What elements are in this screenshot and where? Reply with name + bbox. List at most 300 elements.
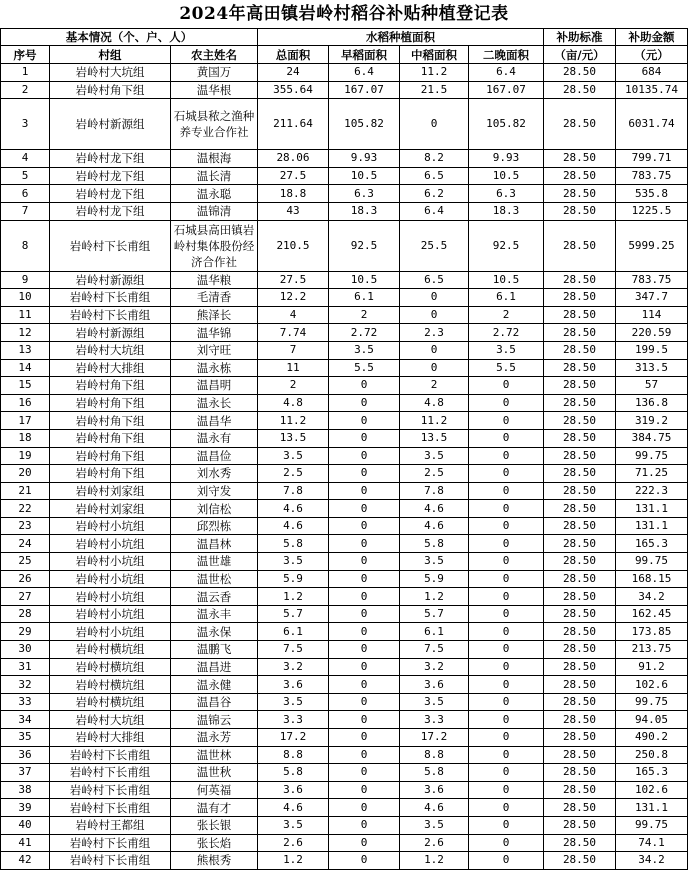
cell-no: 35: [1, 729, 50, 747]
cell-name: 温有才: [171, 799, 258, 817]
cell-group: 岩岭村王都组: [50, 816, 171, 834]
table-row: [1, 429, 688, 447]
cell-group: 岩岭村小坑组: [50, 605, 171, 623]
cell-amount: 783.75: [616, 167, 688, 185]
cell-late: 0: [469, 834, 544, 852]
table-row: [1, 500, 688, 518]
cell-amount: 5999.25: [616, 220, 688, 271]
col-header-group: 村组: [50, 46, 171, 64]
cell-no: 5: [1, 167, 50, 185]
cell-late: 6.3: [469, 185, 544, 203]
cell-early: 0: [329, 693, 400, 711]
cell-group: 岩岭村小坑组: [50, 588, 171, 606]
cell-standard: 28.50: [544, 781, 616, 799]
cell-group: 岩岭村下长甫组: [50, 764, 171, 782]
cell-no: 34: [1, 711, 50, 729]
cell-group: 岩岭村角下组: [50, 394, 171, 412]
cell-total: 4.6: [258, 799, 329, 817]
table-row: [1, 202, 688, 220]
table-row: [1, 852, 688, 870]
cell-total: 3.3: [258, 711, 329, 729]
cell-group: 岩岭村小坑组: [50, 570, 171, 588]
cell-no: 17: [1, 412, 50, 430]
cell-group: 岩岭村横坑组: [50, 676, 171, 694]
cell-group: 岩岭村下长甫组: [50, 746, 171, 764]
cell-group: 岩岭村角下组: [50, 465, 171, 483]
cell-total: 2.5: [258, 465, 329, 483]
cell-standard: 28.50: [544, 167, 616, 185]
cell-standard: 28.50: [544, 605, 616, 623]
cell-mid: 1.2: [400, 852, 469, 870]
cell-early: 10.5: [329, 167, 400, 185]
cell-early: 0: [329, 605, 400, 623]
cell-standard: 28.50: [544, 359, 616, 377]
cell-standard: 28.50: [544, 588, 616, 606]
cell-early: 18.3: [329, 202, 400, 220]
cell-early: 6.3: [329, 185, 400, 203]
col-header-mid: 中稻面积: [400, 46, 469, 64]
cell-standard: 28.50: [544, 185, 616, 203]
table-body: [1, 64, 688, 870]
cell-total: 4.8: [258, 394, 329, 412]
cell-standard: 28.50: [544, 447, 616, 465]
cell-early: 0: [329, 852, 400, 870]
cell-total: 7.8: [258, 482, 329, 500]
cell-early: 0: [329, 535, 400, 553]
cell-standard: 28.50: [544, 517, 616, 535]
cell-no: 22: [1, 500, 50, 518]
cell-total: 3.5: [258, 816, 329, 834]
cell-amount: 173.85: [616, 623, 688, 641]
cell-no: 32: [1, 676, 50, 694]
col-header-total: 总面积: [258, 46, 329, 64]
cell-group: 岩岭村下长甫组: [50, 799, 171, 817]
table-row: [1, 167, 688, 185]
cell-name: 石城县高田镇岩岭村集体股份经济合作社: [171, 220, 258, 271]
cell-standard: 28.50: [544, 799, 616, 817]
cell-mid: 3.6: [400, 676, 469, 694]
cell-group: 岩岭村小坑组: [50, 517, 171, 535]
cell-mid: 2.6: [400, 834, 469, 852]
cell-total: 3.5: [258, 693, 329, 711]
cell-amount: 91.2: [616, 658, 688, 676]
cell-late: 0: [469, 623, 544, 641]
cell-early: 2.72: [329, 324, 400, 342]
table-row: [1, 482, 688, 500]
cell-total: 4: [258, 306, 329, 324]
table-row: [1, 185, 688, 203]
cell-no: 9: [1, 271, 50, 289]
cell-amount: 71.25: [616, 465, 688, 483]
table-row: [1, 150, 688, 168]
cell-amount: 131.1: [616, 517, 688, 535]
col-header-early: 早稻面积: [329, 46, 400, 64]
cell-mid: 3.3: [400, 711, 469, 729]
cell-late: 0: [469, 412, 544, 430]
cell-total: 1.2: [258, 588, 329, 606]
cell-amount: 165.3: [616, 535, 688, 553]
cell-name: 温华根: [171, 81, 258, 99]
cell-mid: 3.2: [400, 658, 469, 676]
table-row: [1, 341, 688, 359]
cell-no: 30: [1, 641, 50, 659]
cell-amount: 199.5: [616, 341, 688, 359]
cell-no: 31: [1, 658, 50, 676]
cell-mid: 3.6: [400, 781, 469, 799]
cell-amount: 313.5: [616, 359, 688, 377]
cell-group: 岩岭村下长甫组: [50, 852, 171, 870]
cell-late: 0: [469, 852, 544, 870]
cell-standard: 28.50: [544, 341, 616, 359]
cell-name: 熊泽长: [171, 306, 258, 324]
cell-late: 2: [469, 306, 544, 324]
cell-mid: 1.2: [400, 588, 469, 606]
cell-early: 0: [329, 676, 400, 694]
table-row: [1, 535, 688, 553]
cell-group: 岩岭村大排组: [50, 729, 171, 747]
cell-group: 岩岭村新源组: [50, 271, 171, 289]
cell-total: 7.5: [258, 641, 329, 659]
cell-late: 0: [469, 711, 544, 729]
table-row: [1, 377, 688, 395]
cell-early: 0: [329, 553, 400, 571]
cell-early: 0: [329, 570, 400, 588]
cell-amount: 34.2: [616, 852, 688, 870]
cell-standard: 28.50: [544, 535, 616, 553]
cell-total: 24: [258, 64, 329, 82]
cell-name: 何英福: [171, 781, 258, 799]
cell-name: 温世秋: [171, 764, 258, 782]
cell-late: 10.5: [469, 167, 544, 185]
cell-mid: 11.2: [400, 412, 469, 430]
cell-no: 16: [1, 394, 50, 412]
cell-mid: 3.5: [400, 816, 469, 834]
table-row: [1, 676, 688, 694]
cell-standard: 28.50: [544, 641, 616, 659]
cell-name: 温世松: [171, 570, 258, 588]
cell-group: 岩岭村角下组: [50, 447, 171, 465]
table-row: [1, 220, 688, 271]
cell-name: 温昌谷: [171, 693, 258, 711]
cell-no: 3: [1, 99, 50, 150]
cell-amount: 10135.74: [616, 81, 688, 99]
cell-group: 岩岭村新源组: [50, 99, 171, 150]
header-standard: 补助标准: [544, 29, 616, 46]
cell-group: 岩岭村大坑组: [50, 64, 171, 82]
table-row: [1, 834, 688, 852]
cell-group: 岩岭村大坑组: [50, 711, 171, 729]
cell-group: 岩岭村刘家组: [50, 482, 171, 500]
cell-no: 19: [1, 447, 50, 465]
cell-no: 41: [1, 834, 50, 852]
cell-early: 10.5: [329, 271, 400, 289]
cell-standard: 28.50: [544, 729, 616, 747]
cell-early: 0: [329, 746, 400, 764]
cell-name: 张长银: [171, 816, 258, 834]
cell-mid: 6.1: [400, 623, 469, 641]
cell-early: 0: [329, 729, 400, 747]
cell-standard: 28.50: [544, 676, 616, 694]
cell-no: 13: [1, 341, 50, 359]
cell-mid: 0: [400, 306, 469, 324]
cell-no: 6: [1, 185, 50, 203]
cell-no: 8: [1, 220, 50, 271]
cell-no: 36: [1, 746, 50, 764]
table-row: [1, 764, 688, 782]
cell-group: 岩岭村小坑组: [50, 623, 171, 641]
cell-amount: 99.75: [616, 693, 688, 711]
cell-amount: 131.1: [616, 799, 688, 817]
table-row: [1, 711, 688, 729]
cell-name: 温华粮: [171, 271, 258, 289]
cell-late: 0: [469, 500, 544, 518]
cell-amount: 74.1: [616, 834, 688, 852]
cell-group: 岩岭村刘家组: [50, 500, 171, 518]
cell-late: 10.5: [469, 271, 544, 289]
cell-early: 0: [329, 799, 400, 817]
cell-name: 温昌华: [171, 412, 258, 430]
cell-name: 黄国万: [171, 64, 258, 82]
table-row: [1, 641, 688, 659]
cell-name: 温永芳: [171, 729, 258, 747]
cell-name: 温昌明: [171, 377, 258, 395]
cell-total: 1.2: [258, 852, 329, 870]
cell-mid: 21.5: [400, 81, 469, 99]
cell-standard: 28.50: [544, 289, 616, 307]
cell-total: 2.6: [258, 834, 329, 852]
cell-group: 岩岭村下长甫组: [50, 834, 171, 852]
table-row: [1, 324, 688, 342]
cell-late: 92.5: [469, 220, 544, 271]
cell-mid: 6.4: [400, 202, 469, 220]
cell-mid: 5.7: [400, 605, 469, 623]
cell-no: 14: [1, 359, 50, 377]
cell-early: 0: [329, 429, 400, 447]
cell-no: 2: [1, 81, 50, 99]
cell-early: 105.82: [329, 99, 400, 150]
cell-mid: 6.5: [400, 271, 469, 289]
cell-amount: 783.75: [616, 271, 688, 289]
cell-no: 23: [1, 517, 50, 535]
cell-amount: 162.45: [616, 605, 688, 623]
cell-late: 3.5: [469, 341, 544, 359]
cell-late: 0: [469, 553, 544, 571]
cell-amount: 165.3: [616, 764, 688, 782]
cell-name: 温根海: [171, 150, 258, 168]
cell-standard: 28.50: [544, 202, 616, 220]
cell-name: 毛清香: [171, 289, 258, 307]
cell-mid: 4.6: [400, 500, 469, 518]
cell-amount: 1225.5: [616, 202, 688, 220]
cell-group: 岩岭村横坑组: [50, 641, 171, 659]
subsidy-table: [0, 28, 688, 870]
cell-group: 岩岭村横坑组: [50, 658, 171, 676]
cell-amount: 6031.74: [616, 99, 688, 150]
cell-total: 4.6: [258, 517, 329, 535]
cell-late: 6.4: [469, 64, 544, 82]
cell-mid: 2.3: [400, 324, 469, 342]
cell-mid: 5.8: [400, 535, 469, 553]
cell-total: 28.06: [258, 150, 329, 168]
table-row: [1, 306, 688, 324]
cell-late: 0: [469, 729, 544, 747]
header-amount: 补助金额: [616, 29, 688, 46]
cell-standard: 28.50: [544, 658, 616, 676]
table-row: [1, 64, 688, 82]
cell-standard: 28.50: [544, 834, 616, 852]
cell-name: 温永长: [171, 394, 258, 412]
cell-amount: 94.05: [616, 711, 688, 729]
cell-standard: 28.50: [544, 220, 616, 271]
table-row: [1, 816, 688, 834]
cell-group: 岩岭村角下组: [50, 412, 171, 430]
cell-early: 0: [329, 641, 400, 659]
header-standard-unit: （亩/元）: [544, 46, 616, 64]
cell-standard: 28.50: [544, 429, 616, 447]
cell-late: 0: [469, 465, 544, 483]
header-rice-area: 水稻种植面积: [258, 29, 544, 46]
cell-group: 岩岭村龙下组: [50, 185, 171, 203]
cell-total: 3.6: [258, 781, 329, 799]
table-row: [1, 553, 688, 571]
cell-group: 岩岭村大坑组: [50, 341, 171, 359]
cell-standard: 28.50: [544, 64, 616, 82]
cell-no: 21: [1, 482, 50, 500]
table-row: [1, 394, 688, 412]
cell-late: 0: [469, 693, 544, 711]
table-row: [1, 746, 688, 764]
cell-late: 0: [469, 588, 544, 606]
cell-name: 张长焰: [171, 834, 258, 852]
cell-amount: 99.75: [616, 816, 688, 834]
cell-mid: 7.5: [400, 641, 469, 659]
cell-name: 温华锦: [171, 324, 258, 342]
cell-late: 0: [469, 781, 544, 799]
cell-amount: 136.8: [616, 394, 688, 412]
cell-no: 28: [1, 605, 50, 623]
cell-mid: 2: [400, 377, 469, 395]
cell-name: 温世林: [171, 746, 258, 764]
cell-total: 18.8: [258, 185, 329, 203]
cell-no: 15: [1, 377, 50, 395]
cell-late: 0: [469, 447, 544, 465]
cell-amount: 347.7: [616, 289, 688, 307]
cell-late: 6.1: [469, 289, 544, 307]
cell-standard: 28.50: [544, 81, 616, 99]
cell-name: 温锦云: [171, 711, 258, 729]
cell-group: 岩岭村下长甫组: [50, 306, 171, 324]
table-row: [1, 623, 688, 641]
cell-total: 2: [258, 377, 329, 395]
cell-late: 0: [469, 605, 544, 623]
cell-early: 0: [329, 465, 400, 483]
cell-standard: 28.50: [544, 465, 616, 483]
cell-standard: 28.50: [544, 306, 616, 324]
cell-total: 7: [258, 341, 329, 359]
cell-mid: 4.8: [400, 394, 469, 412]
cell-amount: 799.71: [616, 150, 688, 168]
cell-mid: 2.5: [400, 465, 469, 483]
cell-no: 12: [1, 324, 50, 342]
cell-mid: 5.8: [400, 764, 469, 782]
cell-total: 211.64: [258, 99, 329, 150]
col-header-late: 二晚面积: [469, 46, 544, 64]
cell-name: 温永丰: [171, 605, 258, 623]
cell-group: 岩岭村小坑组: [50, 553, 171, 571]
cell-total: 5.8: [258, 535, 329, 553]
cell-name: 温长清: [171, 167, 258, 185]
cell-early: 6.1: [329, 289, 400, 307]
cell-name: 石城县秾之渔种养专业合作社: [171, 99, 258, 150]
cell-standard: 28.50: [544, 150, 616, 168]
table-row: [1, 693, 688, 711]
cell-standard: 28.50: [544, 746, 616, 764]
cell-standard: 28.50: [544, 500, 616, 518]
cell-name: 刘信松: [171, 500, 258, 518]
table-row: [1, 517, 688, 535]
cell-mid: 3.5: [400, 447, 469, 465]
cell-amount: 384.75: [616, 429, 688, 447]
cell-no: 10: [1, 289, 50, 307]
cell-amount: 490.2: [616, 729, 688, 747]
cell-amount: 99.75: [616, 553, 688, 571]
cell-late: 2.72: [469, 324, 544, 342]
cell-name: 刘水秀: [171, 465, 258, 483]
cell-standard: 28.50: [544, 764, 616, 782]
cell-amount: 213.75: [616, 641, 688, 659]
cell-group: 岩岭村下长甫组: [50, 289, 171, 307]
cell-early: 0: [329, 658, 400, 676]
cell-amount: 57: [616, 377, 688, 395]
cell-mid: 6.2: [400, 185, 469, 203]
cell-late: 0: [469, 764, 544, 782]
cell-late: 0: [469, 482, 544, 500]
cell-early: 0: [329, 447, 400, 465]
cell-early: 0: [329, 834, 400, 852]
cell-mid: 17.2: [400, 729, 469, 747]
cell-late: 0: [469, 394, 544, 412]
cell-name: 温世雄: [171, 553, 258, 571]
table-row: [1, 465, 688, 483]
cell-amount: 34.2: [616, 588, 688, 606]
cell-group: 岩岭村下长甫组: [50, 781, 171, 799]
cell-name: 温昌俭: [171, 447, 258, 465]
document-title: 2024年高田镇岩岭村稻谷补贴种植登记表: [179, 4, 509, 24]
cell-early: 5.5: [329, 359, 400, 377]
cell-total: 13.5: [258, 429, 329, 447]
table-row: [1, 605, 688, 623]
cell-early: 0: [329, 764, 400, 782]
cell-no: 24: [1, 535, 50, 553]
cell-group: 岩岭村角下组: [50, 429, 171, 447]
table-row: [1, 359, 688, 377]
cell-no: 18: [1, 429, 50, 447]
cell-early: 0: [329, 711, 400, 729]
cell-no: 38: [1, 781, 50, 799]
cell-late: 0: [469, 535, 544, 553]
cell-standard: 28.50: [544, 693, 616, 711]
table-row: [1, 289, 688, 307]
cell-name: 温永栋: [171, 359, 258, 377]
cell-name: 温永健: [171, 676, 258, 694]
cell-early: 2: [329, 306, 400, 324]
cell-amount: 535.8: [616, 185, 688, 203]
cell-late: 0: [469, 641, 544, 659]
cell-early: 6.4: [329, 64, 400, 82]
cell-amount: 102.6: [616, 676, 688, 694]
cell-total: 12.2: [258, 289, 329, 307]
cell-total: 6.1: [258, 623, 329, 641]
